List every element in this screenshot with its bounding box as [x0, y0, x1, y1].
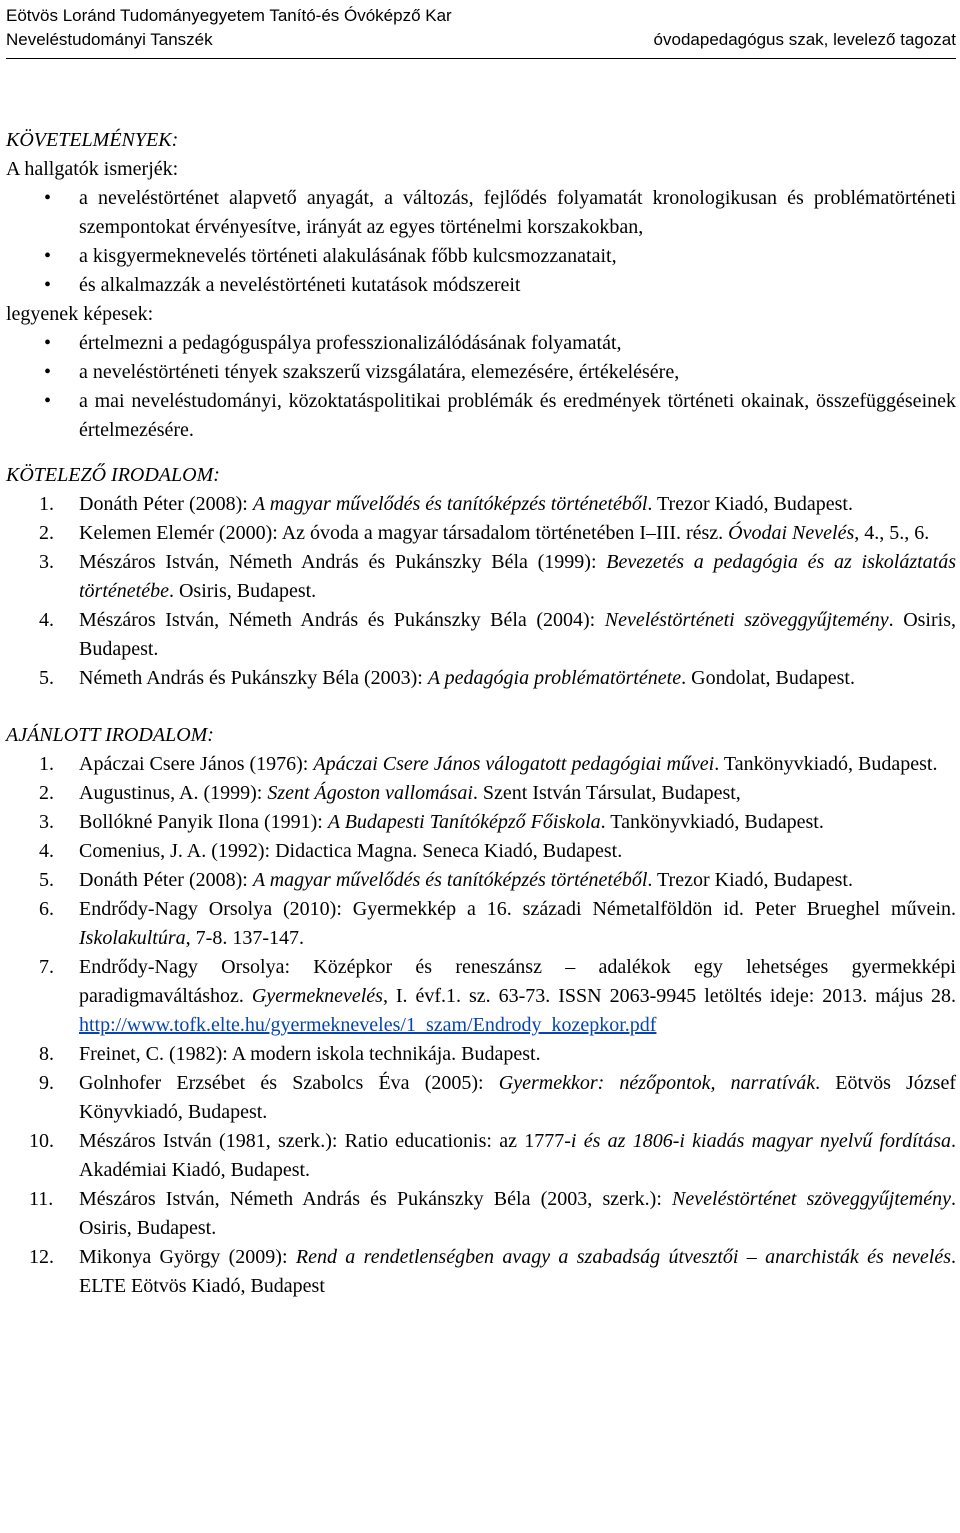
reference-plain: Augustinus, A. (1999):	[79, 782, 268, 804]
reference-text	[79, 606, 956, 664]
reference-number: 11.	[29, 1188, 54, 1210]
reference-item	[6, 664, 956, 693]
reference-item	[6, 1040, 956, 1069]
reference-text	[79, 1127, 956, 1185]
reference-link[interactable]: http://www.tofk.elte.hu/gyermekneveles/1_szam/Endrody_kozepkor.pdf	[79, 1014, 657, 1036]
reference-text	[79, 1243, 956, 1301]
reference-plain: Mikonya György (2009):	[79, 1246, 296, 1268]
list-item: • a mai neveléstudományi, közoktatáspolitikai problémák és eredmények történeti okainak, összefüggéseinek értelmezésére.	[6, 387, 956, 445]
reference-item	[6, 1185, 956, 1243]
reference-item	[6, 548, 956, 606]
reference-number: 9.	[39, 1072, 54, 1094]
reference-text	[79, 866, 956, 895]
reference-publisher: . ELTE Eötvös Kiadó, Budapest	[79, 1246, 956, 1297]
reference-item	[6, 1069, 956, 1127]
institution-name: Eötvös Loránd Tudományegyetem Tanító-és Óvóképző Kar	[6, 6, 452, 25]
reference-number: 10.	[29, 1130, 54, 1152]
reference-title: Neveléstörténet szöveggyűjtemény	[672, 1188, 951, 1210]
requirements-title: KÖVETELMÉNYEK:	[6, 129, 179, 151]
reference-publisher: . Tankönyvkiadó, Budapest.	[600, 811, 824, 833]
reference-text	[79, 750, 956, 779]
reference-plain: Mészáros István (1981, szerk.): Ratio educationis: az 1777-	[79, 1130, 571, 1152]
reference-publisher: . Szent István Társulat, Budapest,	[472, 782, 741, 804]
reference-number: 12.	[29, 1246, 54, 1268]
reference-publisher: . Trezor Kiadó, Budapest.	[647, 869, 853, 891]
department-name: Neveléstudományi Tanszék	[6, 30, 213, 49]
reference-title: A magyar művelődés és tanítóképzés történetéből	[252, 869, 648, 891]
list-item: • értelmezni a pedagóguspálya professzionalizálódásának folyamatát,	[6, 329, 956, 358]
reference-plain: Golnhofer Erzsébet és Szabolcs Éva (2005):	[79, 1072, 499, 1094]
reference-item	[6, 837, 956, 866]
reference-item	[6, 606, 956, 664]
reference-number: 2.	[39, 522, 54, 544]
reference-publisher: . Trezor Kiadó, Budapest.	[647, 493, 853, 515]
reference-title: Bevezetés a pedagógia és az iskoláztatás történetébe	[79, 551, 956, 602]
reference-title: A magyar művelődés és tanítóképzés történetéből	[252, 493, 648, 515]
list-item: • és alkalmazzák a neveléstörténeti kutatások módszereit	[6, 271, 956, 300]
recommended-title: AJÁNLOTT IRODALOM:	[6, 724, 214, 746]
reference-publisher: . Osiris, Budapest.	[79, 1188, 956, 1239]
reference-text	[79, 1069, 956, 1127]
reference-text	[79, 1185, 956, 1243]
reference-number: 2.	[39, 782, 54, 804]
reference-title: Apáczai Csere János válogatott pedagógiai művei	[313, 753, 715, 775]
reference-number: 5.	[39, 667, 54, 689]
reference-plain: Freinet, C. (1982): A modern iskola technikája. Budapest.	[79, 1043, 541, 1065]
reference-title: Szent Ágoston vallomásai	[267, 782, 473, 804]
reference-title: Gyermeknevelés	[251, 985, 383, 1007]
reference-text	[79, 837, 956, 866]
reference-item	[6, 750, 956, 779]
reference-number: 4.	[39, 840, 54, 862]
reference-publisher: , 7-8. 137-147.	[185, 927, 304, 949]
reference-plain: Endrődy-Nagy Orsolya: Középkor és reneszánsz – adalékok egy lehetséges gyermekképi paradigmaváltáshoz.	[79, 956, 956, 1007]
reference-title: A Budapesti Tanítóképző Főiskola	[327, 811, 601, 833]
page-header	[6, 0, 956, 59]
requirements-intro-able: legyenek képesek:	[6, 303, 154, 325]
reference-number: 1.	[39, 493, 54, 515]
reference-plain: Németh András és Pukánszky Béla (2003):	[79, 667, 428, 689]
reference-plain: Apáczai Csere János (1976):	[79, 753, 314, 775]
reference-plain: Comenius, J. A. (1992): Didactica Magna. Seneca Kiadó, Budapest.	[79, 840, 623, 862]
mandatory-reference-list	[6, 490, 956, 693]
reference-title: i és az 1806-i kiadás magyar nyelvű fordítása	[570, 1130, 951, 1152]
reference-plain: Donáth Péter (2008):	[79, 869, 253, 891]
reference-plain: Mészáros István, Németh András és Pukánszky Béla (1999):	[79, 551, 607, 573]
reference-text	[79, 548, 956, 606]
reference-title: Iskolakultúra	[79, 927, 186, 949]
reference-text	[79, 808, 956, 837]
reference-item	[6, 519, 956, 548]
reference-text	[79, 519, 956, 548]
reference-item	[6, 490, 956, 519]
reference-publisher: . Tankönyvkiadó, Budapest.	[714, 753, 938, 775]
reference-publisher: , 4., 5., 6.	[854, 522, 930, 544]
reference-item	[6, 1127, 956, 1185]
reference-publisher: . Osiris, Budapest.	[79, 609, 956, 660]
reference-number: 1.	[39, 753, 54, 775]
list-item: • a neveléstörténet alapvető anyagát, a változás, fejlődés folyamatát kronologikusan és problématörténeti szempontokat érvényesítve, irányát az egyes történelmi korszakokban,	[6, 184, 956, 242]
recommended-reference-list	[6, 750, 956, 1301]
reference-plain: Donáth Péter (2008):	[79, 493, 253, 515]
reference-number: 4.	[39, 609, 54, 631]
reference-publisher: . Akadémiai Kiadó, Budapest.	[79, 1130, 956, 1181]
reference-number: 3.	[39, 551, 54, 573]
reference-publisher: . Eötvös József Könyvkiadó, Budapest.	[79, 1072, 956, 1123]
reference-publisher: , I. évf.1. sz. 63-73. ISSN 2063-9945 letöltés ideje: 2013. május 28.	[382, 985, 956, 1007]
reference-title: Óvodai Nevelés	[728, 522, 855, 544]
reference-item	[6, 779, 956, 808]
reference-number: 6.	[39, 898, 54, 920]
reference-item	[6, 953, 956, 1040]
reference-plain: Bollókné Panyik Ilona (1991):	[79, 811, 328, 833]
reference-item	[6, 866, 956, 895]
reference-item	[6, 808, 956, 837]
reference-text	[79, 490, 956, 519]
reference-text	[79, 1040, 956, 1069]
reference-number: 8.	[39, 1043, 54, 1065]
reference-text	[79, 953, 956, 1040]
reference-title: A pedagógia problématörténete	[427, 667, 682, 689]
reference-text	[79, 779, 956, 808]
reference-title: Rend a rendetlenségben avagy a szabadság útvesztői – anarchisták és nevelés	[295, 1246, 951, 1268]
list-item: • a kisgyermeknevelés történeti alakulásának főbb kulcsmozzanatait,	[6, 242, 956, 271]
program-name: óvodapedagógus szak, levelező tagozat	[653, 30, 956, 49]
requirements-intro-know: A hallgatók ismerjék:	[6, 158, 179, 180]
reference-plain: Endrődy-Nagy Orsolya (2010): Gyermekkép a 16. századi Németalföldön id. Peter Brueghel művein.	[79, 898, 956, 920]
reference-number: 7.	[39, 956, 54, 978]
know-list	[6, 184, 956, 300]
reference-text	[79, 664, 956, 693]
reference-plain: Mészáros István, Németh András és Pukánszky Béla (2003, szerk.):	[79, 1188, 673, 1210]
reference-publisher: . Osiris, Budapest.	[168, 580, 317, 602]
able-list	[6, 329, 956, 445]
list-item: • a neveléstörténeti tények szakszerű vizsgálatára, elemezésére, értékelésére,	[6, 358, 956, 387]
reference-text	[79, 895, 956, 953]
mandatory-title: KÖTELEZŐ IRODALOM:	[6, 464, 220, 486]
reference-item	[6, 1243, 956, 1301]
reference-publisher: . Gondolat, Budapest.	[681, 667, 855, 689]
reference-number: 3.	[39, 811, 54, 833]
reference-title: Gyermekkor: nézőpontok, narratívák	[498, 1072, 816, 1094]
reference-plain: Kelemen Elemér (2000): Az óvoda a magyar társadalom történetében I–III. rész.	[79, 522, 729, 544]
reference-plain: Mészáros István, Németh András és Pukánszky Béla (2004):	[79, 609, 605, 631]
reference-title: Neveléstörténeti szöveggyűjtemény	[604, 609, 889, 631]
reference-item	[6, 895, 956, 953]
reference-number: 5.	[39, 869, 54, 891]
header-divider	[6, 58, 956, 59]
